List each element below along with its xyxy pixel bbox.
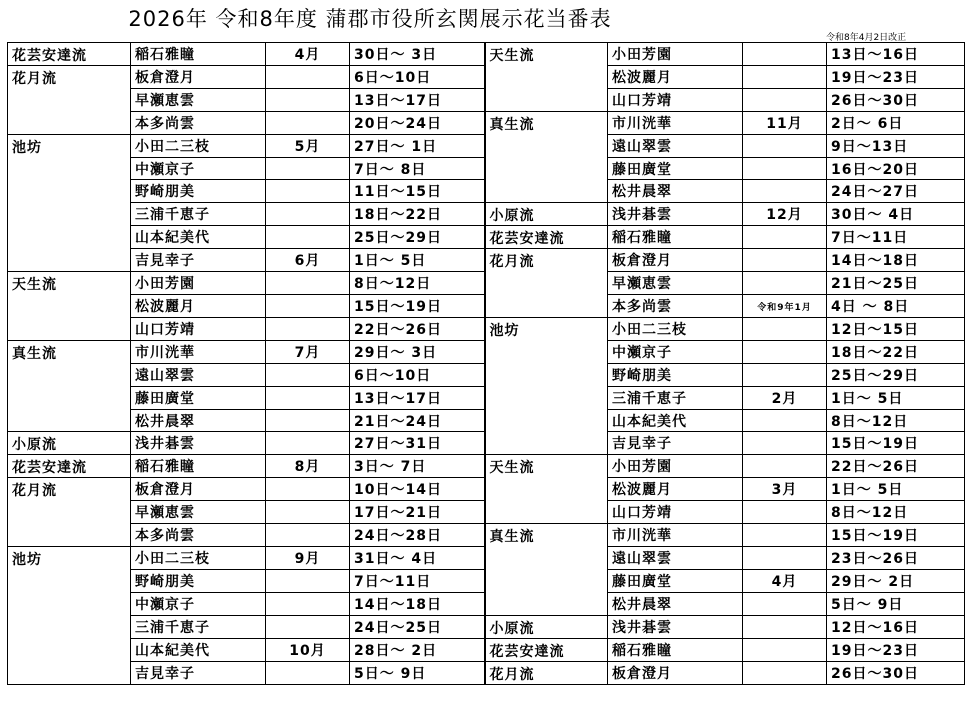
duty-dates-cell: 27日～ 1日: [350, 134, 485, 157]
member-name-cell: 遠山翠雲: [608, 134, 743, 157]
school-cell: 真生流: [485, 111, 608, 203]
duty-dates-cell: 24日～28日: [350, 524, 485, 547]
duty-dates-cell: 1日～ 5日: [350, 249, 485, 272]
duty-dates-cell: 10日～14日: [350, 478, 485, 501]
member-name-cell: 松波麗月: [131, 295, 266, 318]
school-cell: 花芸安達流: [485, 226, 608, 249]
member-name-cell: 浅井碁雲: [608, 615, 743, 638]
duty-dates-cell: 28日～ 2日: [350, 638, 485, 661]
member-name-cell: 松井晨翠: [608, 180, 743, 203]
month-cell: [266, 386, 350, 409]
member-name-cell: 稲石雅瞳: [608, 226, 743, 249]
month-cell: 10月: [266, 638, 350, 661]
school-cell: 天生流: [485, 455, 608, 524]
month-cell: [266, 272, 350, 295]
member-name-cell: 藤田廣堂: [608, 570, 743, 593]
member-name-cell: 藤田廣堂: [131, 386, 266, 409]
duty-dates-cell: 18日～22日: [350, 203, 485, 226]
member-name-cell: 稲石雅瞳: [131, 455, 266, 478]
member-name-cell: 小田二三枝: [608, 318, 743, 341]
month-cell: [743, 455, 827, 478]
member-name-cell: 三浦千恵子: [131, 615, 266, 638]
month-cell: [743, 363, 827, 386]
month-cell: [266, 226, 350, 249]
month-cell: [266, 180, 350, 203]
month-cell: [266, 409, 350, 432]
month-cell: 4月: [266, 43, 350, 66]
month-cell: [743, 43, 827, 66]
table-row: [8, 226, 965, 249]
month-cell: [743, 318, 827, 341]
duty-dates-cell: 25日～29日: [350, 226, 485, 249]
member-name-cell: 三浦千恵子: [131, 203, 266, 226]
member-name-cell: 小田芳園: [608, 43, 743, 66]
duty-dates-cell: 7日～ 8日: [350, 157, 485, 180]
month-cell: 11月: [743, 111, 827, 134]
school-cell: 天生流: [485, 43, 608, 112]
duty-dates-cell: 8日～12日: [827, 409, 965, 432]
duty-dates-cell: 24日～25日: [350, 615, 485, 638]
month-cell: [266, 432, 350, 455]
duty-dates-cell: 19日～23日: [827, 66, 965, 89]
member-name-cell: 藤田廣堂: [608, 157, 743, 180]
month-cell: 2月: [743, 386, 827, 409]
member-name-cell: 市川洸華: [608, 524, 743, 547]
duty-dates-cell: 24日～27日: [827, 180, 965, 203]
school-cell: 花月流: [485, 249, 608, 318]
month-cell: [743, 409, 827, 432]
month-cell: [266, 478, 350, 501]
duty-dates-cell: 21日～25日: [827, 272, 965, 295]
month-cell: [743, 432, 827, 455]
duty-dates-cell: 7日～11日: [827, 226, 965, 249]
month-cell: 令和9年1月: [743, 295, 827, 318]
month-cell: [266, 570, 350, 593]
duty-dates-cell: 27日～31日: [350, 432, 485, 455]
month-cell: 9月: [266, 547, 350, 570]
month-cell: [266, 157, 350, 180]
member-name-cell: 中瀬京子: [608, 340, 743, 363]
duty-dates-cell: 17日～21日: [350, 501, 485, 524]
school-cell: 真生流: [8, 340, 131, 432]
month-cell: [743, 638, 827, 661]
table-row: [8, 318, 965, 341]
member-name-cell: 稲石雅瞳: [608, 638, 743, 661]
member-name-cell: 野崎朋美: [131, 570, 266, 593]
month-cell: [266, 295, 350, 318]
duty-dates-cell: 22日～26日: [827, 455, 965, 478]
month-cell: [266, 66, 350, 89]
duty-dates-cell: 30日～ 4日: [827, 203, 965, 226]
month-cell: [266, 203, 350, 226]
school-cell: 花月流: [8, 478, 131, 547]
member-name-cell: 山口芳靖: [131, 318, 266, 341]
member-name-cell: 吉見幸子: [131, 661, 266, 684]
page-title: 2026年 令和8年度 蒲郡市役所玄関展示花当番表: [128, 7, 612, 31]
school-cell: 花芸安達流: [8, 43, 131, 66]
school-cell: 池坊: [485, 318, 608, 455]
member-name-cell: 板倉澄月: [608, 249, 743, 272]
member-name-cell: 小田二三枝: [131, 547, 266, 570]
month-cell: [743, 547, 827, 570]
month-cell: [743, 272, 827, 295]
month-cell: [743, 661, 827, 684]
duty-dates-cell: 13日～17日: [350, 88, 485, 111]
school-cell: 小原流: [485, 615, 608, 638]
member-name-cell: 本多尚雲: [608, 295, 743, 318]
table-row: [8, 249, 965, 272]
month-cell: [743, 180, 827, 203]
member-name-cell: 松波麗月: [608, 66, 743, 89]
duty-dates-cell: 25日～29日: [827, 363, 965, 386]
school-cell: 花芸安達流: [8, 455, 131, 478]
month-cell: [743, 615, 827, 638]
table-row: [8, 203, 965, 226]
month-cell: [743, 524, 827, 547]
member-name-cell: 中瀬京子: [131, 157, 266, 180]
month-cell: [743, 157, 827, 180]
month-cell: [743, 88, 827, 111]
member-name-cell: 小田二三枝: [131, 134, 266, 157]
member-name-cell: 板倉澄月: [608, 661, 743, 684]
duty-dates-cell: 18日～22日: [827, 340, 965, 363]
member-name-cell: 小田芳園: [608, 455, 743, 478]
duty-dates-cell: 3日～ 7日: [350, 455, 485, 478]
duty-dates-cell: 29日～ 2日: [827, 570, 965, 593]
member-name-cell: 本多尚雲: [131, 524, 266, 547]
member-name-cell: 中瀬京子: [131, 592, 266, 615]
duty-dates-cell: 23日～26日: [827, 547, 965, 570]
member-name-cell: 吉見幸子: [608, 432, 743, 455]
member-name-cell: 野崎朋美: [131, 180, 266, 203]
member-name-cell: 遠山翠雲: [131, 363, 266, 386]
duty-dates-cell: 8日～12日: [827, 501, 965, 524]
table-row: [8, 615, 965, 638]
table-row: [8, 661, 965, 684]
school-cell: 天生流: [8, 272, 131, 341]
table-row: [8, 638, 965, 661]
duty-dates-cell: 26日～30日: [827, 661, 965, 684]
duty-dates-cell: 9日～13日: [827, 134, 965, 157]
duty-dates-cell: 6日～10日: [350, 363, 485, 386]
duty-dates-cell: 4日 ～ 8日: [827, 295, 965, 318]
duty-dates-cell: 16日～20日: [827, 157, 965, 180]
month-cell: 3月: [743, 478, 827, 501]
duty-dates-cell: 7日～11日: [350, 570, 485, 593]
school-cell: 小原流: [485, 203, 608, 226]
school-cell: 花月流: [8, 66, 131, 135]
duty-dates-cell: 14日～18日: [350, 592, 485, 615]
month-cell: [266, 88, 350, 111]
member-name-cell: 山口芳靖: [608, 88, 743, 111]
member-name-cell: 板倉澄月: [131, 478, 266, 501]
member-name-cell: 浅井碁雲: [131, 432, 266, 455]
duty-dates-cell: 15日～19日: [827, 432, 965, 455]
member-name-cell: 早瀬恵雲: [131, 501, 266, 524]
member-name-cell: 野崎朋美: [608, 363, 743, 386]
month-cell: 8月: [266, 455, 350, 478]
member-name-cell: 早瀬恵雲: [131, 88, 266, 111]
member-name-cell: 吉見幸子: [131, 249, 266, 272]
revision-note: 令和8年4月2日改正: [826, 33, 907, 43]
duty-dates-cell: 31日～ 4日: [350, 547, 485, 570]
duty-dates-cell: 13日～16日: [827, 43, 965, 66]
member-name-cell: 山口芳靖: [608, 501, 743, 524]
duty-dates-cell: 6日～10日: [350, 66, 485, 89]
member-name-cell: 松波麗月: [608, 478, 743, 501]
duty-dates-cell: 20日～24日: [350, 111, 485, 134]
member-name-cell: 浅井碁雲: [608, 203, 743, 226]
month-cell: [743, 226, 827, 249]
table-row: [8, 524, 965, 547]
school-cell: 真生流: [485, 524, 608, 616]
member-name-cell: 松井晨翠: [608, 592, 743, 615]
month-cell: [266, 111, 350, 134]
member-name-cell: 三浦千恵子: [608, 386, 743, 409]
duty-dates-cell: 26日～30日: [827, 88, 965, 111]
duty-dates-cell: 5日～ 9日: [827, 592, 965, 615]
duty-dates-cell: 30日～ 3日: [350, 43, 485, 66]
member-name-cell: 山本紀美代: [131, 226, 266, 249]
duty-dates-cell: 13日～17日: [350, 386, 485, 409]
duty-dates-cell: 15日～19日: [827, 524, 965, 547]
member-name-cell: 稲石雅瞳: [131, 43, 266, 66]
duty-dates-cell: 14日～18日: [827, 249, 965, 272]
month-cell: 7月: [266, 340, 350, 363]
month-cell: [743, 249, 827, 272]
member-name-cell: 山本紀美代: [608, 409, 743, 432]
member-name-cell: 板倉澄月: [131, 66, 266, 89]
school-cell: 小原流: [8, 432, 131, 455]
month-cell: 6月: [266, 249, 350, 272]
member-name-cell: 遠山翠雲: [608, 547, 743, 570]
duty-dates-cell: 15日～19日: [350, 295, 485, 318]
duty-dates-cell: 8日～12日: [350, 272, 485, 295]
month-cell: [266, 524, 350, 547]
month-cell: [266, 318, 350, 341]
duty-dates-cell: 22日～26日: [350, 318, 485, 341]
duty-dates-cell: 12日～15日: [827, 318, 965, 341]
school-cell: 池坊: [8, 134, 131, 272]
school-cell: 花芸安達流: [485, 638, 608, 661]
month-cell: [266, 661, 350, 684]
duty-dates-cell: 2日～ 6日: [827, 111, 965, 134]
month-cell: [743, 340, 827, 363]
month-cell: [743, 501, 827, 524]
month-cell: [266, 363, 350, 386]
school-cell: 花月流: [485, 661, 608, 684]
duty-dates-cell: 1日～ 5日: [827, 478, 965, 501]
member-name-cell: 松井晨翠: [131, 409, 266, 432]
table-row: [8, 455, 965, 478]
month-cell: 5月: [266, 134, 350, 157]
month-cell: [743, 592, 827, 615]
member-name-cell: 山本紀美代: [131, 638, 266, 661]
school-cell: 池坊: [8, 547, 131, 685]
table-row: [8, 43, 965, 66]
member-name-cell: 市川洸華: [608, 111, 743, 134]
month-cell: [266, 615, 350, 638]
month-cell: [266, 592, 350, 615]
duty-dates-cell: 11日～15日: [350, 180, 485, 203]
duty-dates-cell: 1日～ 5日: [827, 386, 965, 409]
duty-dates-cell: 19日～23日: [827, 638, 965, 661]
duty-dates-cell: 12日～16日: [827, 615, 965, 638]
duty-roster-table: [7, 42, 965, 685]
duty-dates-cell: 29日～ 3日: [350, 340, 485, 363]
member-name-cell: 本多尚雲: [131, 111, 266, 134]
member-name-cell: 早瀬恵雲: [608, 272, 743, 295]
month-cell: 12月: [743, 203, 827, 226]
member-name-cell: 小田芳園: [131, 272, 266, 295]
month-cell: [743, 66, 827, 89]
table-row: [8, 111, 965, 134]
month-cell: [266, 501, 350, 524]
duty-dates-cell: 5日～ 9日: [350, 661, 485, 684]
duty-dates-cell: 21日～24日: [350, 409, 485, 432]
month-cell: [743, 134, 827, 157]
member-name-cell: 市川洸華: [131, 340, 266, 363]
month-cell: 4月: [743, 570, 827, 593]
